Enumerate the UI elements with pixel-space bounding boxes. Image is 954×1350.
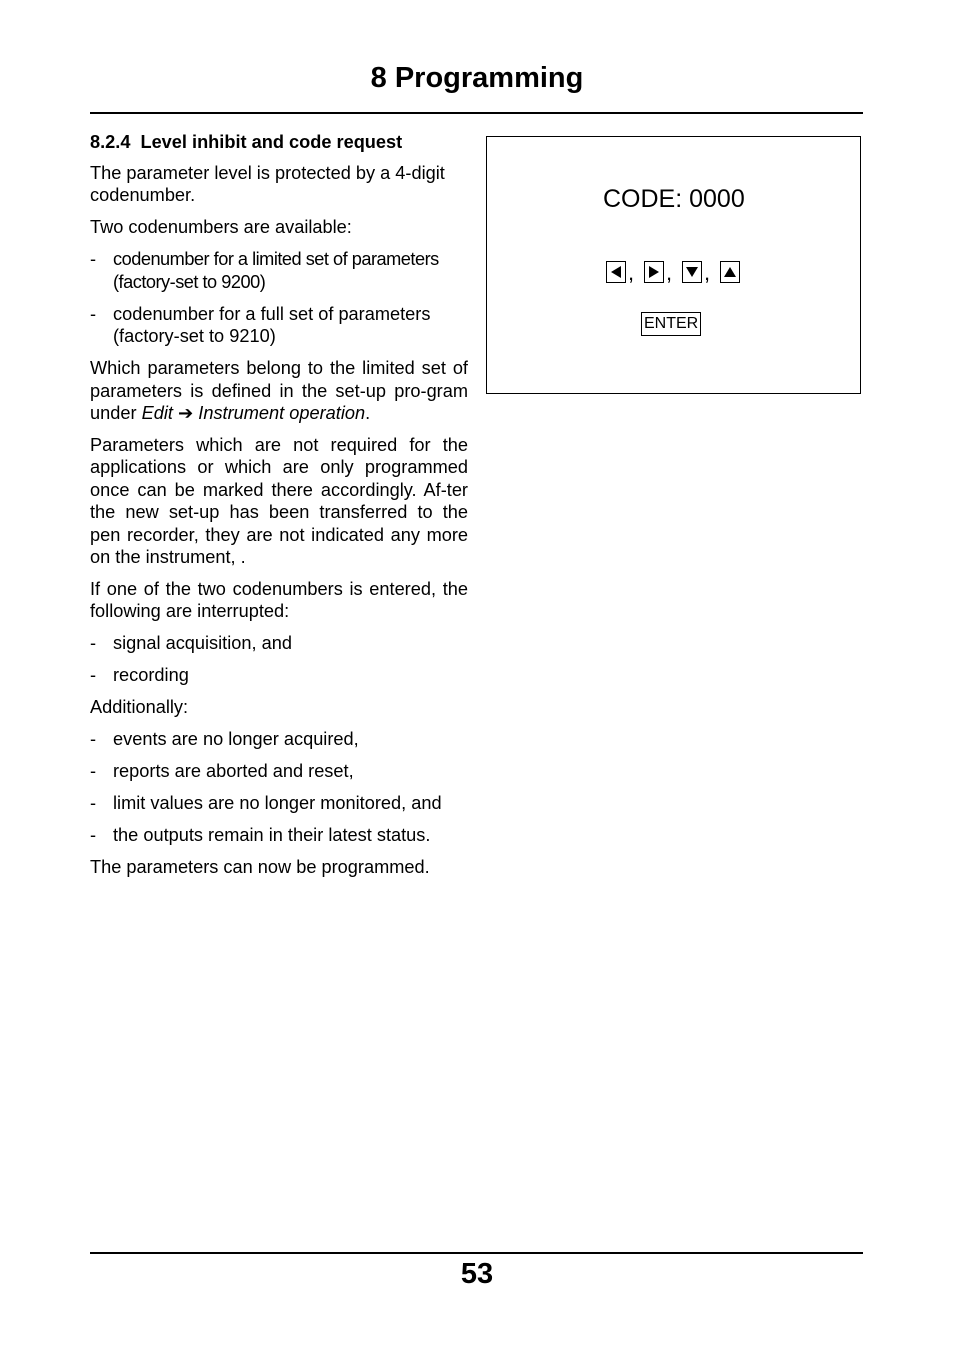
down-arrow-icon — [682, 261, 702, 283]
up-arrow-icon — [720, 261, 740, 283]
section-heading — [90, 130, 468, 154]
paragraph-7: The parameters can now be programmed. — [90, 857, 430, 878]
list-item: - codenumber for a limited set of parameters (factory-set to 9200) — [90, 249, 439, 292]
list-item: - events are no longer acquired, — [90, 729, 359, 750]
enter-key: ENTER — [641, 312, 701, 336]
menu-edit-text: Edit — [141, 403, 173, 424]
paragraph-4: Parameters which are not required for the applications or which are only programmed once can be marked there accordingly. Af-ter the new set-up has been transferred to the pen recorder, they are not indicated any more on the instrument, . — [90, 435, 468, 568]
list-item: - recording — [90, 665, 189, 686]
paragraph-6: Additionally: — [90, 697, 189, 718]
chapter-title: 8 Programming — [370, 62, 584, 94]
text-column — [90, 130, 468, 888]
menu-arrow-icon: ➔ — [177, 403, 194, 424]
section-title: Level inhibit and code request — [140, 132, 403, 152]
display-panel — [486, 136, 861, 394]
paragraph-3: Which parameters belong to the limited set of parameters is defined in the set-up pro-gram under Edit ➔ Instrument operation. — [90, 358, 468, 424]
left-arrow-icon — [606, 261, 626, 283]
paragraph-5: If one of the two codenumbers is entered, the following are interrupted: — [90, 579, 468, 622]
code-display: CODE: 0000 — [603, 185, 745, 213]
section-number: 8.2.4 — [90, 132, 131, 152]
list-item: - limit values are no longer monitored, and — [90, 793, 442, 814]
list-item: - the outputs remain in their latest status. — [90, 825, 431, 846]
paragraph-1: The parameter level is protected by a 4-digit codenumber. — [90, 163, 445, 206]
paragraph-2: Two codenumbers are available: — [90, 217, 352, 238]
menu-instrument-operation-text: Instrument operation — [198, 403, 366, 424]
list-item: - codenumber for a full set of parameters (factory-set to 9210) — [90, 303, 431, 347]
page-number: 53 — [460, 1258, 494, 1290]
right-arrow-icon — [644, 261, 664, 283]
header-rule — [90, 112, 863, 114]
list-item: - signal acquisition, and — [90, 633, 292, 654]
key-row: , , , — [606, 261, 740, 283]
footer-rule — [90, 1252, 863, 1254]
list-item: - reports are aborted and reset, — [90, 761, 354, 782]
